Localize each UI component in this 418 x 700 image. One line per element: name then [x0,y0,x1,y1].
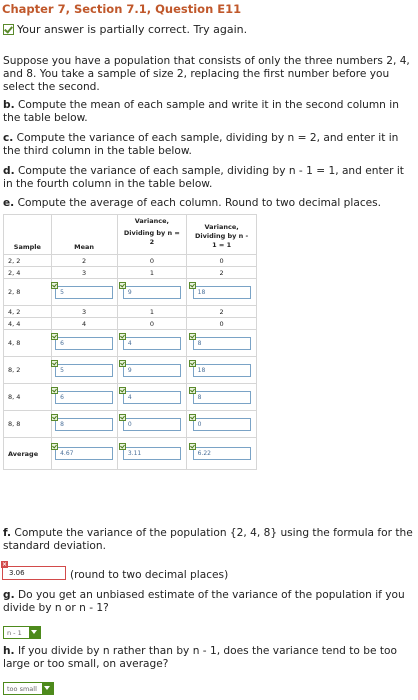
var-n1-value: 0 [187,318,257,330]
var-n-value: 9 [127,366,132,374]
var-n1-cell [187,357,257,384]
var-n-input[interactable] [123,337,181,350]
correct-check-icon [189,282,196,289]
correct-check-icon [51,360,58,367]
var-n1-cell [187,279,257,306]
table-row [4,318,257,330]
var-n1-cell [187,384,257,411]
mean-input[interactable] [55,418,113,431]
correct-check-icon [119,443,126,450]
var-n-input[interactable] [123,447,181,460]
var-n-value: 0 [127,420,132,428]
var-n-value: 1 [117,267,187,279]
var-n-input[interactable] [123,286,181,299]
part-f: f. Compute the variance of the population {2, 4, 8} using the formula for the standard deviation. [3,527,413,552]
mean-value: 5 [60,366,64,374]
mean-cell [51,411,117,438]
var-n1-value: 0 [187,255,257,267]
part-g: g. Do you get an unbiased estimate of the variance of the population if you divide by n or n - 1? [3,589,405,614]
unbiased-divisor-value: n - 1 [7,628,22,637]
table-row [4,384,257,411]
var-n1-cell [187,411,257,438]
var-n1-input[interactable] [193,364,251,377]
correct-check-icon [51,282,58,289]
part-e: e. Compute the average of each column. Round to two decimal places. [3,197,382,209]
variance-bias-dropdown[interactable] [3,682,54,695]
mean-value: 4.67 [60,450,74,457]
mean-input[interactable] [55,447,113,460]
sample-table [3,214,257,470]
table-row [4,306,257,318]
sample-label: 8, 8 [4,411,52,438]
correct-check-icon [189,360,196,367]
var-n-cell [117,330,187,357]
col-header-sample: Sample [4,215,52,255]
part-b: b. Compute the mean of each sample and write it in the second column in the table below. [3,99,399,124]
variance-bias-value: too small [7,684,37,693]
question-title: Chapter 7, Section 7.1, Question E11 [2,2,242,16]
population-variance-input[interactable] [1,561,66,580]
mean-cell [51,384,117,411]
var-n1-input[interactable] [193,286,251,299]
chevron-down-icon[interactable] [29,627,40,638]
rounding-note: (round to two decimal places) [70,569,229,581]
var-n1-input[interactable] [193,337,251,350]
var-n-value: 0 [117,255,187,267]
var-n-value: 3.11 [127,450,142,457]
mean-input[interactable] [55,391,113,404]
var-n-cell [117,438,187,470]
sample-label: 8, 2 [4,357,52,384]
mean-cell [51,279,117,306]
var-n1-input[interactable] [193,391,251,404]
correct-check-icon [189,443,196,450]
var-n1-value: 0 [197,420,202,428]
var-n1-cell [187,438,257,470]
var-n-value: 4 [127,393,132,401]
table-row [4,279,257,306]
mean-value: 8 [60,420,64,428]
correct-check-icon [51,443,58,450]
mean-value: 6 [60,339,64,347]
part-c: c. Compute the variance of each sample, dividing by n = 2, and enter it in the third column in the table below. [3,132,399,157]
correct-check-icon [119,282,126,289]
mean-input[interactable] [55,364,113,377]
var-n-input[interactable] [123,418,181,431]
answer-status [3,23,247,36]
correct-check-icon [119,414,126,421]
mean-value: 6 [60,393,64,401]
population-variance-value: 3.06 [9,569,25,577]
mean-value: 5 [60,288,64,296]
sample-label: 4, 4 [4,318,52,330]
correct-check-icon [119,333,126,340]
var-n1-input[interactable] [193,447,251,460]
correct-check-icon [51,414,58,421]
correct-check-icon [189,414,196,421]
table-row [4,255,257,267]
mean-cell [51,330,117,357]
correct-check-icon [119,360,126,367]
mean-cell [51,438,117,470]
partial-correct-icon [3,24,14,35]
correct-check-icon [189,387,196,394]
var-n-cell [117,357,187,384]
var-n1-value: 18 [197,366,206,374]
chevron-down-icon[interactable] [42,683,53,694]
correct-check-icon [51,333,58,340]
mean-input[interactable] [55,337,113,350]
mean-cell [51,357,117,384]
incorrect-icon: × [1,561,8,568]
var-n1-input[interactable] [193,418,251,431]
correct-check-icon [51,387,58,394]
table-row [4,267,257,279]
col-header-mean: Mean [51,215,117,255]
mean-input[interactable] [55,286,113,299]
sample-label: 4, 8 [4,330,52,357]
correct-check-icon [119,387,126,394]
table-row [4,411,257,438]
var-n-input[interactable] [123,364,181,377]
var-n-cell [117,279,187,306]
col-header-var-n1: Variance, Dividing by n - 1 = 1 [187,215,257,255]
var-n-cell [117,411,187,438]
sample-label: 2, 2 [4,255,52,267]
var-n1-value: 2 [187,267,257,279]
table-row [4,438,257,470]
var-n-value: 1 [117,306,187,318]
var-n-value: 0 [117,318,187,330]
mean-value: 4 [51,318,117,330]
var-n1-cell [187,330,257,357]
var-n1-value: 6.22 [197,450,211,457]
sample-label: 8, 4 [4,384,52,411]
sample-label: 2, 4 [4,267,52,279]
var-n-cell [117,384,187,411]
part-h: h. If you divide by n rather than by n - 1, does the variance tend to be too large or too small, on average? [3,645,397,670]
var-n1-value: 8 [197,393,202,401]
sample-label: 4, 2 [4,306,52,318]
var-n1-value: 2 [187,306,257,318]
sample-label: Average [4,438,52,470]
sample-label: 2, 8 [4,279,52,306]
unbiased-divisor-dropdown[interactable] [3,626,41,639]
problem-intro: Suppose you have a population that consists of only the three numbers 2, 4, and 8. You take a sample of size 2, replacing the first number before you select the second. [3,55,410,93]
correct-check-icon [189,333,196,340]
table-row [4,330,257,357]
col-header-var-n: Variance, Dividing by n = 2 [117,215,187,255]
part-d: d. Compute the variance of each sample, dividing by n - 1 = 1, and enter it in the fourth column in the table below. [3,165,404,190]
mean-value: 3 [51,267,117,279]
mean-value: 2 [51,255,117,267]
table-row [4,357,257,384]
var-n-value: 9 [127,288,132,296]
mean-value: 3 [51,306,117,318]
var-n1-value: 18 [197,288,206,296]
answer-status-text: Your answer is partially correct. Try again. [17,23,248,36]
var-n-value: 4 [127,339,132,347]
var-n1-value: 8 [197,339,202,347]
var-n-input[interactable] [123,391,181,404]
